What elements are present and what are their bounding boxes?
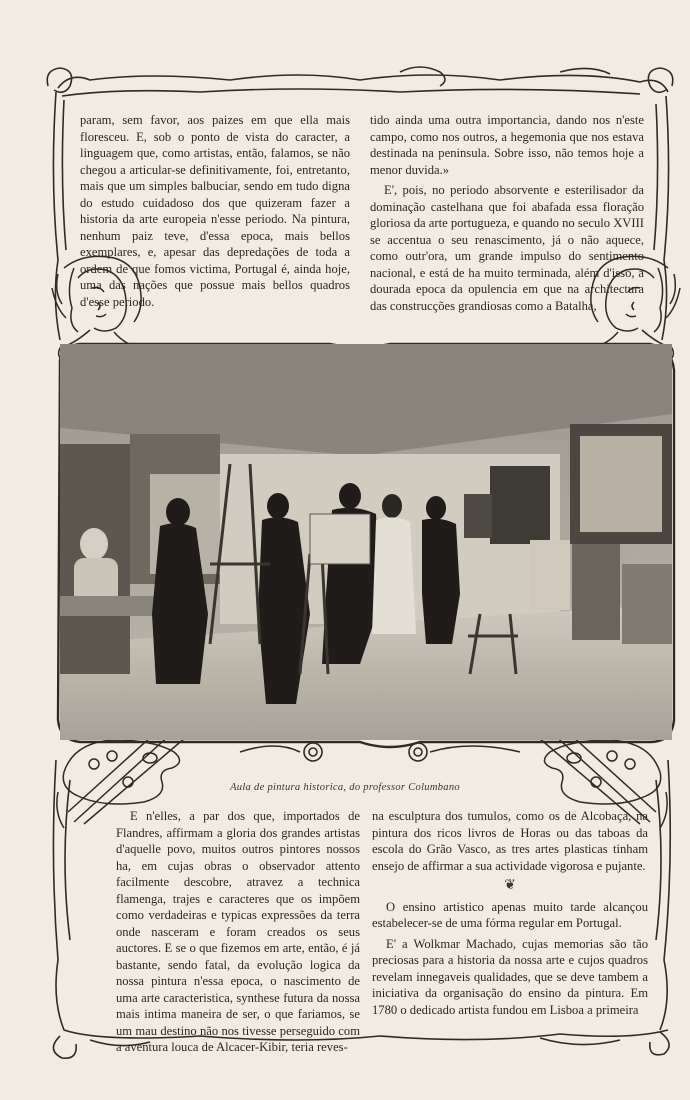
paragraph: E n'elles, a par dos que, importados de Flandres, affirmam a gloria dos grandes artistas d'aquelle povo, muitos outros pintores nossos ha, em cujas obras o observador attento facilmente descobre, atravez a technica flamenga, trajes e caracteres que os impõem como verdadeiras e typicas expressões da terra onde nasceram e foram creados os seus auctores. E se o que fizemos em arte, então, é já bastante, sendo fatal, da evolução logica da nossa pintura n'essa epoca, o nascimento de uma arte caracteristica, synthese futura da nossa mais intima maneira de ser, o que fariamos, se um mau destino não nos tivesse perseguido com a aventura louca de Alcacer-Kibir, teria reves- [116,809,360,1054]
photo-caption: Aula de pintura historica, do professor Columbano [230,782,460,793]
studio-photograph [60,344,672,740]
paragraph: O ensino artistico apenas muito tarde alcançou estabelecer-se de uma fórma regular em Portugal. [372,899,648,930]
article-column-top-right [370,112,644,318]
paragraph: na esculptura dos tumulos, como os de Alcobaça, na pintura dos ricos livros de Horas ou das taboas da escola do Grão Vasco, as tres artes plasticas tinham ensejo de affirmar a sua actividade vigorosa e pujante. [372,809,648,873]
article-column-bottom-right [372,808,648,1022]
paragraph: E' a Wolkmar Machado, cujas memorias são tão preciosas para a historia da nossa arte e cujos quadros revelam innegaveis qualidades, que se deve tambem a iniciativa da organisação do ensino da pintura. Em 1780 o dedicado artista fundou em Lisboa a primeira [372,936,648,1017]
paragraph: E', pois, no periodo absorvente e esterilisador da dominação castelhana que foi abafada essa floração gloriosa da arte portugueza, e quando no seculo XVIII se accentua o seu renascimento, já o não aquece, como outr'ora, um grande impulso do sentimento nacional, e está de ha muito terminada, além d'isso, a dourada epoca da opulencia em que na architectura das construcções grandiosas como a Batalha, [370,183,644,313]
article-column-bottom-left [116,808,360,1060]
fleuron-icon: ❦ [504,878,516,893]
paragraph: param, sem favor, aos paizes em que ella mais floresceu. E, sob o ponto de vista do caracter, a linguagem que, como artistas, então, falamos, se não chegou a articular-se definitivamente, foi, entretanto, mais que um simples balbuciar, sendo em tudo digna do estudo cuidadoso dos que quizeram fazer a historia da arte europeia n'esse periodo. Na pintura, nenhum paiz teve, d'essa epoca, mais bellos exemplares, e, apesar das depredações de toda a ordem de que fomos victima, Portugal é, ainda hoje, uma das nações que possue mais bellos quadros d'esse periodo. [80,113,350,309]
paragraph: tido ainda uma outra importancia, dando nos n'este campo, como nos outros, a hegemonia que nos estava destinada na peninsula. Sobre isso, não temos hoje a menor duvida.» [370,113,644,177]
article-column-top-left [80,112,350,314]
